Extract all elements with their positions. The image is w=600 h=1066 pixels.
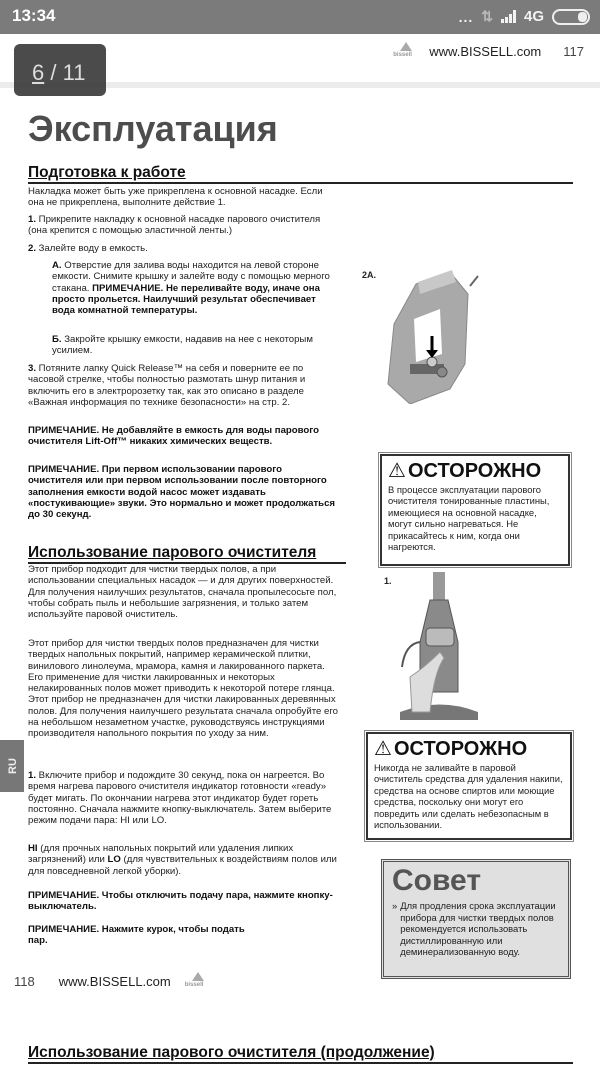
tip-bullet: » — [392, 900, 398, 911]
tip-box — [381, 859, 571, 979]
hi-lo-modes: HI (для прочных напольных покрытий или удаления липких загрязнений) или LO (для чувствительных к воздействиям полов или для повседневной легкой уборки). — [28, 843, 337, 877]
warning-body: Никогда не заливайте в паровой очиститель средства для удаления накипи, средства на основе спиртов или моющие средства, поскольку они могут его повредить или сделать небезопасным в использовании. — [374, 762, 563, 831]
clock: 13:34 — [12, 6, 56, 25]
note-trigger: ПРИМЕЧАНИЕ. Нажмите курок, чтобы подать пар. — [28, 924, 245, 947]
footer-page-number: 118 — [14, 973, 35, 989]
section-heading-using-steam-cleaner: Использование парового очистителя — [28, 544, 346, 564]
next-document-page[interactable] — [0, 1020, 600, 1066]
warning-title: ОСТОРОЖНО — [407, 460, 542, 482]
status-icons — [459, 8, 590, 25]
document-page[interactable] — [0, 34, 600, 1030]
current-page: 6 — [32, 60, 45, 85]
figure-1-label: 1. — [384, 576, 392, 586]
step-3: 3. Потяните лапку Quick Release™ на себя и поверните ее по часовой стрелке, чтобы полностью размотать шнур питания и включить его в электророзетку так, как это описано в разделе «Важная информация по технике безопасности» на стр. 2. — [28, 363, 306, 408]
header-website: www.BISSELL.com — [429, 43, 542, 59]
warning-box-hot-plates — [380, 454, 570, 566]
warning-title: ОСТОРОЖНО — [393, 738, 528, 760]
section-heading-preparation: Подготовка к работе — [28, 164, 573, 184]
warning-box-chemicals — [366, 732, 572, 840]
step-2b: Б. Закройте крышку емкости, надавив на нее с некоторым усилием. — [52, 334, 313, 357]
more-dots: ... — [458, 8, 474, 25]
paragraph-floor-types: Этот прибор для чистки твердых полов предназначен для чистки твердых напольных покрытий, например керамической плитки, винилового линолеума, мрамора, камня и лакированного паркета. Его применение для чистки лакированных и некоторых нелакированных полов может приводить к некоторой потере глянца. Этот прибор не предназначен для чистки лакированных деревянных полов. Для получения наилучшего результата сначала опробуйте его на небольшом незаметном участке, руководствуясь инструкциями производителя напольного покрытия по уходу за ним. — [28, 638, 338, 740]
warning-triangle-icon: ⚠ — [374, 738, 392, 760]
note-no-chemicals: ПРИМЕЧАНИЕ. Не добавляйте в емкость для воды парового очистителя Lift-Off™ никаких химических веществ. — [28, 425, 319, 448]
bissell-logo: bissell — [185, 972, 211, 990]
step-1: 1. Прикрепите накладку к основной насадке парового очистителя (она крепится с помощью эластичной ленты.) — [28, 214, 321, 237]
note-first-use: ПРИМЕЧАНИЕ. При первом использовании парового очистителя или при первом использовании после повторного заполнения емкости водой насос может издавать «постукивающие» звуки. Это нормально и может продолжаться до 30 секунд. — [28, 464, 336, 521]
data-arrows-icon: ⇅ — [481, 8, 493, 24]
bissell-logo: bissell — [393, 42, 419, 60]
page-header — [393, 42, 584, 60]
page-separator: / — [50, 60, 57, 85]
signal-icon — [501, 10, 516, 23]
battery-icon — [552, 9, 590, 25]
step-2: 2. Залейте воду в емкость. — [28, 243, 148, 254]
section-heading-continued: Использование парового очистителя (продолжение) — [28, 1044, 573, 1064]
steam-cleaner-illustration — [400, 572, 480, 722]
step-1-turn-on: 1. Включите прибор и подождите 30 секунд, пока он нагреется. Во время нагрева парового очистителя индикатор готовности «ready» будет мигать. По окончании нагрева этот индикатор будет гореть постоянно. Сначала нажмите кнопку-выключатель. Затем выберите режим подачи пара: HI или LO. — [28, 770, 332, 827]
network-type: 4G — [523, 8, 544, 25]
language-tab: RU — [0, 740, 24, 792]
tip-title: Совет — [392, 864, 482, 897]
figure-2a-label: 2A. — [362, 270, 377, 280]
water-tank-illustration — [380, 264, 480, 404]
control-panel — [426, 628, 454, 646]
footer-website: www.BISSELL.com — [58, 973, 171, 989]
warning-triangle-icon: ⚠ — [388, 460, 406, 482]
page-footer — [14, 972, 211, 990]
status-bar — [0, 0, 600, 34]
total-pages: 11 — [62, 60, 86, 85]
note-stop-steam: ПРИМЕЧАНИЕ. Чтобы отключить подачу пара, нажмите кнопку-выключатель. — [28, 890, 333, 913]
header-page-number: 117 — [563, 43, 584, 59]
paragraph-suitability: Этот прибор подходит для чистки твердых полов, а при использовании специальных насадок — и для других поверхностей. Для получения наилучших результатов, сначала пропылесосьте пол, чтобы собрать пыль и небольшие загрязнения, и только затем используйте паровой очиститель. — [28, 564, 337, 621]
tip-body: Для продления срока эксплуатации прибора для чистки твердых полов рекомендуется использовать дистиллированную или деминерализованную воду. — [400, 900, 556, 958]
intro-text: Накладка может быть уже прикреплена к основной насадке. Если она не прикреплена, выполните действие 1. — [28, 186, 323, 209]
page-counter — [14, 44, 106, 96]
step-2a: А. Отверстие для залива воды находится на левой стороне емкости. Снимите крышку и залейте воду с помощью мерного стакана. ПРИМЕЧАНИЕ. Не переливайте воду, иначе она просто прольется. Наилучший результат обеспечивает вода комнатной температуры. — [52, 260, 330, 317]
warning-body: В процессе эксплуатации парового очистителя тонированные пластины, имеющиеся на основной насадке, могут сильно нагреваться. Не прикасайтесь к ним, когда они нагреются. — [388, 484, 550, 553]
page-title: Эксплуатация — [28, 108, 278, 149]
